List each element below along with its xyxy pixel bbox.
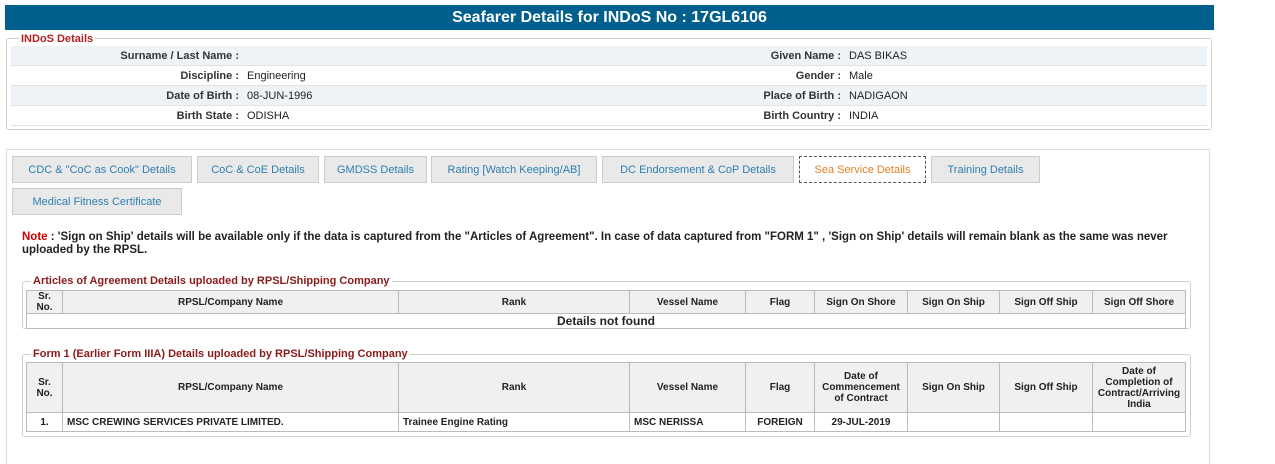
cell-sign-on-ship (908, 413, 1000, 432)
given-name-label: Given Name : (703, 46, 845, 66)
note-text: : 'Sign on Ship' details will be available only if the data is captured from the "Articles of Agreement". In case of data captured from "FORM 1" , 'Sign on Ship' details will remain blank as the same was never uploaded by the RPSL. (22, 231, 1168, 256)
given-name-value: DAS BIKAS (845, 46, 1207, 66)
indos-row (11, 66, 1207, 86)
birth-state-value: ODISHA (243, 106, 703, 126)
indos-details-section (6, 33, 1212, 130)
indos-details-table (11, 46, 1207, 126)
col-sign-on-ship: Sign On Ship (908, 291, 1000, 314)
indos-row (11, 46, 1207, 66)
note-label: Note (22, 231, 48, 243)
col-company-name: RPSL/Company Name (63, 363, 399, 413)
sign-on-ship-note (22, 231, 1202, 257)
col-company-name: RPSL/Company Name (63, 291, 399, 314)
surname-value (243, 46, 703, 66)
articles-legend: Articles of Agreement Details uploaded by RPSL/Shipping Company (33, 275, 390, 287)
birth-country-label: Birth Country : (703, 106, 845, 126)
place-of-birth-label: Place of Birth : (703, 86, 845, 106)
cell-date-of-commencement: 29-JUL-2019 (815, 413, 908, 432)
col-vessel-name: Vessel Name (630, 291, 746, 314)
cell-company-name: MSC CREWING SERVICES PRIVATE LIMITED. (63, 413, 399, 432)
form1-table (26, 362, 1186, 432)
cell-flag: FOREIGN (746, 413, 815, 432)
discipline-label: Discipline : (11, 66, 243, 86)
form1-header-row (27, 363, 1186, 413)
cell-vessel-name: MSC NERISSA (630, 413, 746, 432)
col-sign-on-ship: Sign On Ship (908, 363, 1000, 413)
tab-sea-service[interactable]: Sea Service Details (799, 156, 926, 183)
cell-sr-no: 1. (27, 413, 63, 432)
col-rank: Rank (399, 363, 630, 413)
table-row (27, 413, 1186, 432)
col-sign-off-shore: Sign Off Shore (1093, 291, 1186, 314)
surname-label: Surname / Last Name : (11, 46, 243, 66)
articles-table (26, 290, 1186, 329)
col-sign-on-shore: Sign On Shore (815, 291, 908, 314)
place-of-birth-value: NADIGAON (845, 86, 1207, 106)
col-sr-no: Sr. No. (27, 291, 63, 314)
col-flag: Flag (746, 291, 815, 314)
articles-header-row (27, 291, 1186, 314)
col-flag: Flag (746, 363, 815, 413)
tab-medical-fitness[interactable]: Medical Fitness Certificate (12, 188, 182, 215)
form1-legend: Form 1 (Earlier Form IIIA) Details uploaded by RPSL/Shipping Company (33, 348, 408, 360)
table-row (27, 314, 1186, 329)
tab-cdc-coc-cook[interactable]: CDC & "CoC as Cook" Details (12, 156, 192, 183)
dob-label: Date of Birth : (11, 86, 243, 106)
tab-dc-endorsement-cop[interactable]: DC Endorsement & CoP Details (602, 156, 794, 183)
birth-country-value: INDIA (845, 106, 1207, 126)
indos-row (11, 106, 1207, 126)
tab-training[interactable]: Training Details (931, 156, 1040, 183)
birth-state-label: Birth State : (11, 106, 243, 126)
cell-sign-off-ship (1000, 413, 1093, 432)
dob-value: 08-JUN-1996 (243, 86, 703, 106)
gender-value: Male (845, 66, 1207, 86)
col-sign-off-ship: Sign Off Ship (1000, 291, 1093, 314)
col-sign-off-ship: Sign Off Ship (1000, 363, 1093, 413)
tab-gmdss[interactable]: GMDSS Details (324, 156, 427, 183)
indos-row (11, 86, 1207, 106)
indos-details-legend: INDoS Details (21, 33, 94, 45)
tab-rating-watch-keeping[interactable]: Rating [Watch Keeping/AB] (431, 156, 597, 183)
col-date-of-commencement: Date of Commencement of Contract (815, 363, 908, 413)
col-vessel-name: Vessel Name (630, 363, 746, 413)
col-rank: Rank (399, 291, 630, 314)
discipline-value: Engineering (243, 66, 703, 86)
details-not-found-message: Details not found (27, 314, 1186, 329)
cell-rank: Trainee Engine Rating (399, 413, 630, 432)
page-title: Seafarer Details for INDoS No : 17GL6106 (5, 5, 1214, 30)
col-date-of-completion: Date of Completion of Contract/Arriving India (1093, 363, 1186, 413)
col-sr-no: Sr. No. (27, 363, 63, 413)
gender-label: Gender : (703, 66, 845, 86)
tab-coc-coe[interactable]: CoC & CoE Details (197, 156, 319, 183)
cell-date-of-completion (1093, 413, 1186, 432)
